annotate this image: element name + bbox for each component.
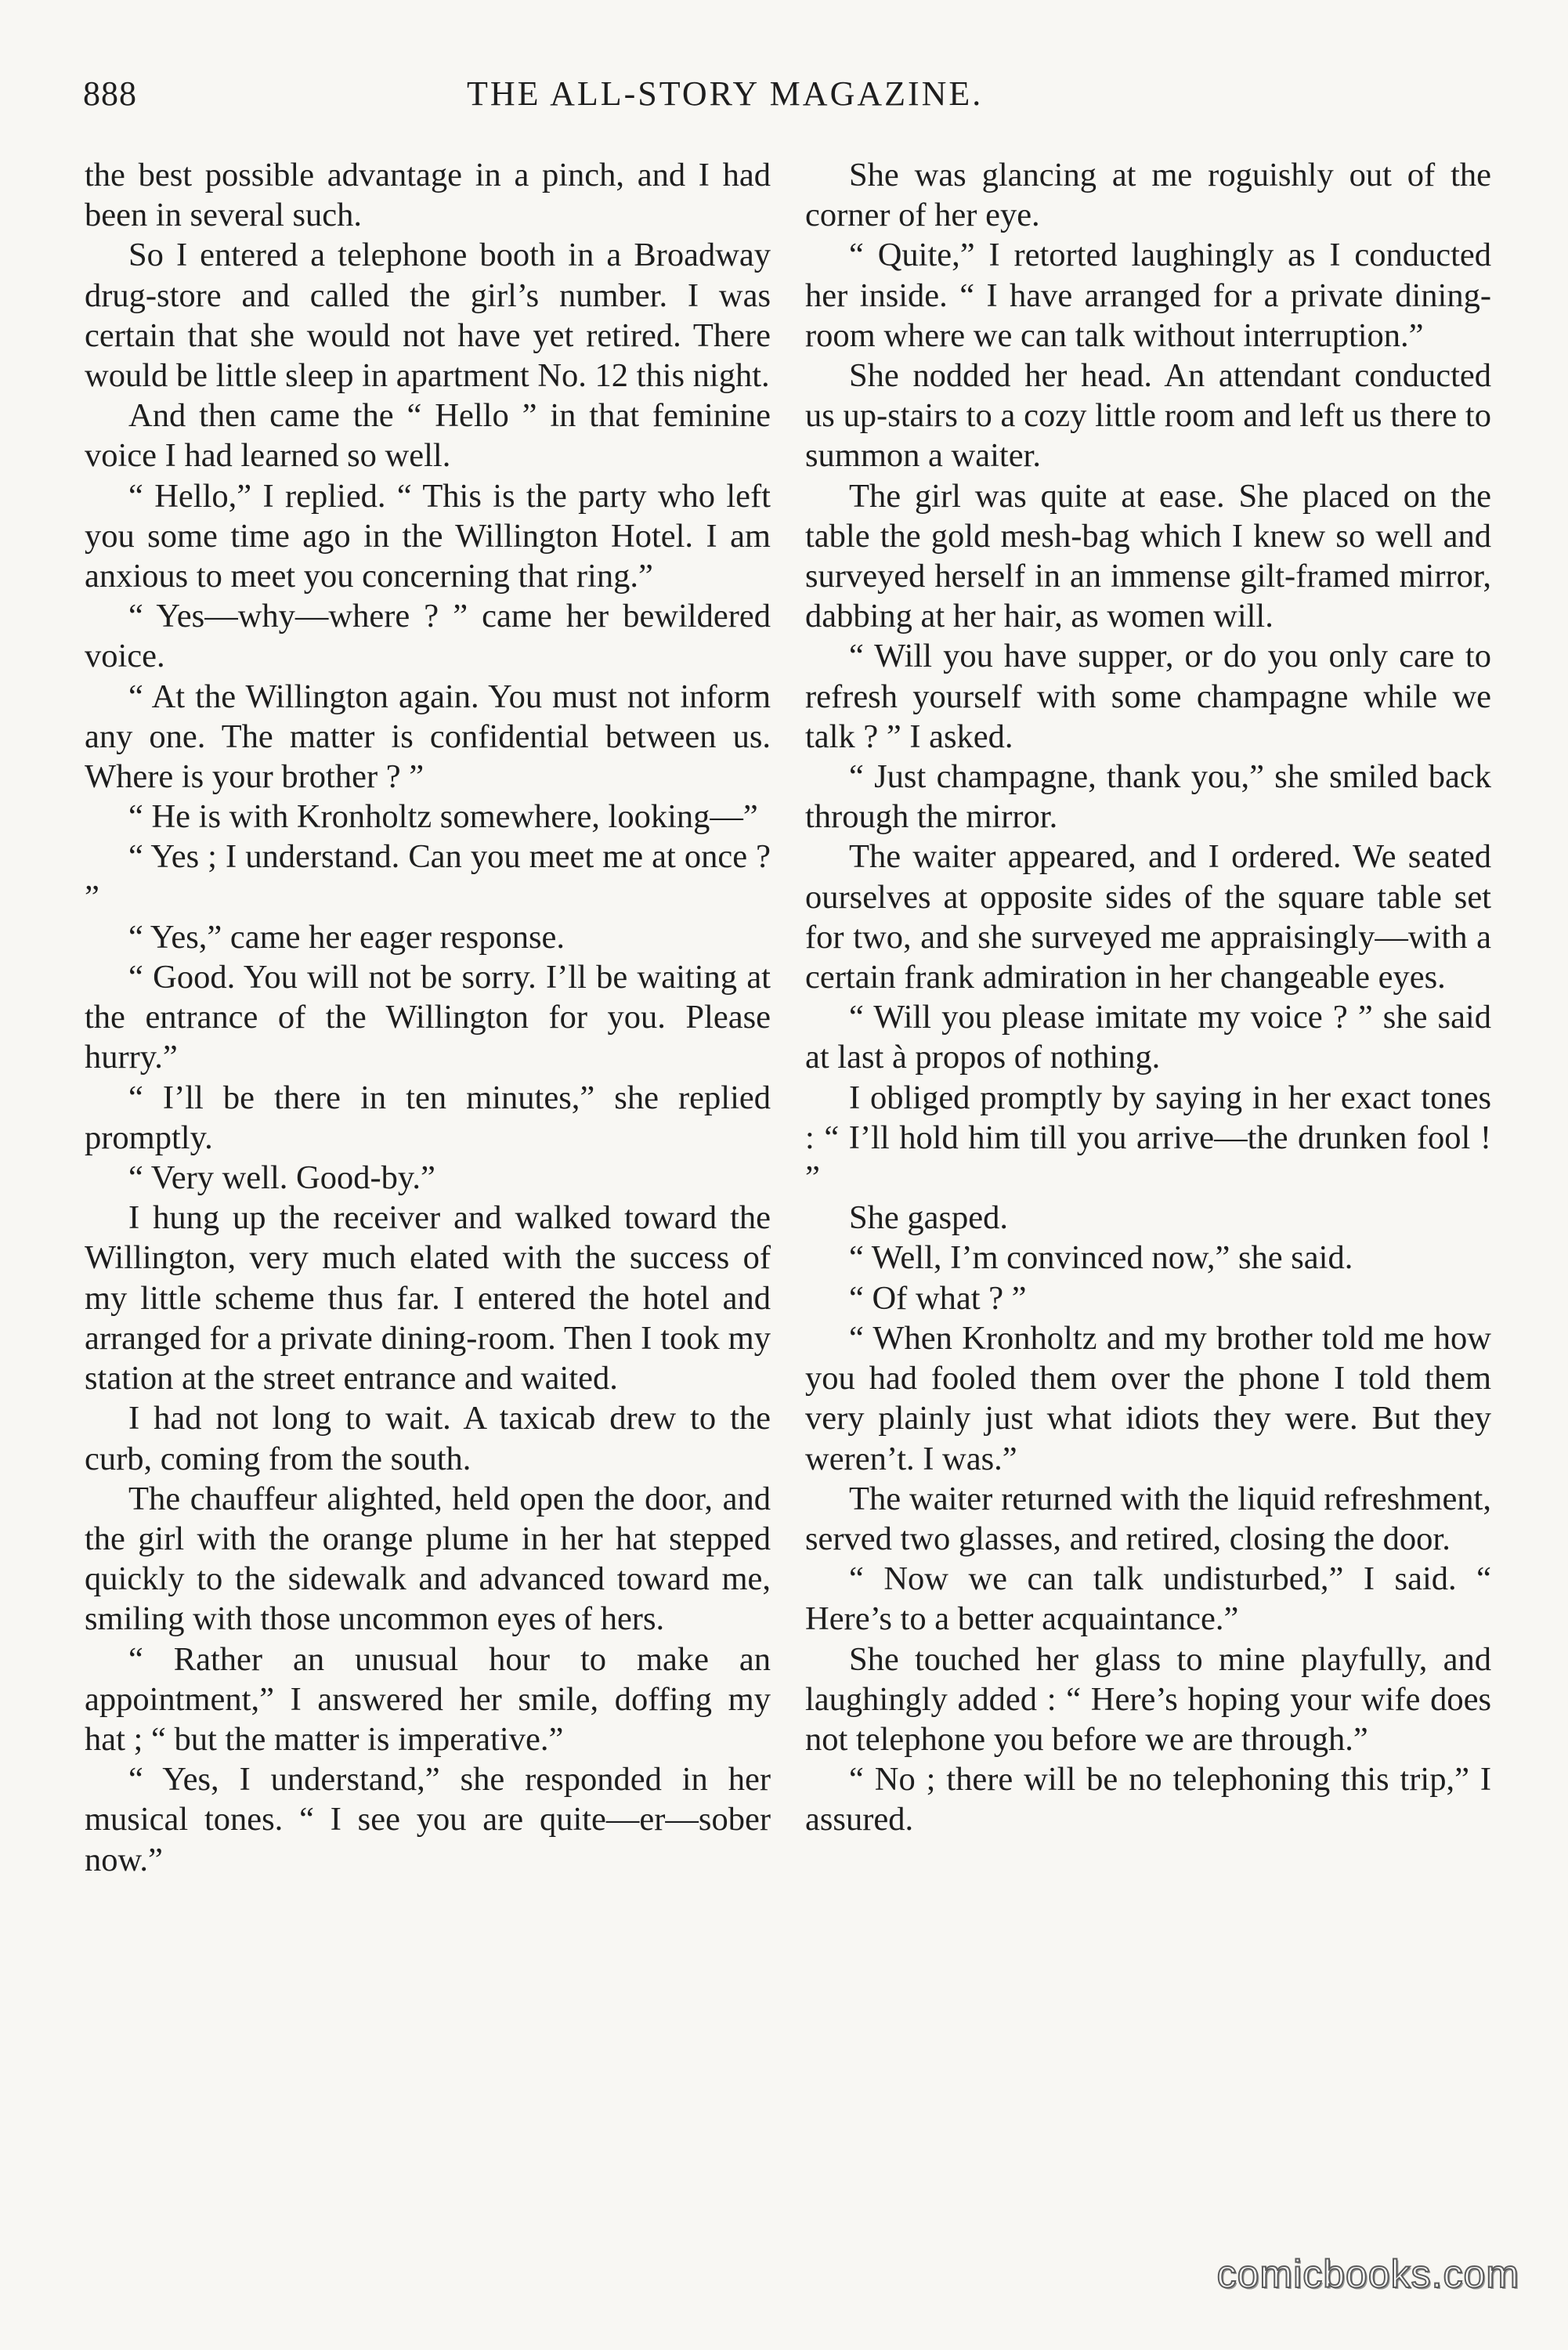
paragraph: “ Very well. Good-by.” bbox=[128, 1159, 435, 1197]
watermark-logo: comicbooks.com bbox=[1216, 2252, 1519, 2296]
paragraph: “ Good. You will not be sorry. I’ll be waiting at the entrance of the Willington for you. Please hurry.” bbox=[85, 959, 771, 1076]
paragraph: “ Yes—why—where ? ” came her bewildered voice. bbox=[85, 598, 771, 675]
paragraph: “ Well, I’m convinced now,” she said. bbox=[849, 1239, 1353, 1277]
running-title: THE ALL-STORY MAGAZINE. bbox=[467, 74, 984, 113]
paragraph: I obliged promptly by saying in her exact tones : “ I’ll hold him till you arrive—the drunken fool ! ” bbox=[805, 1079, 1491, 1197]
paragraph: And then came the “ Hello ” in that feminine voice I had learned so well. bbox=[85, 397, 771, 475]
page-header bbox=[75, 74, 1485, 121]
paragraph: the best possible advantage in a pinch, and I had been in several such. bbox=[85, 157, 771, 234]
paragraph: The waiter appeared, and I ordered. We seated ourselves at opposite sides of the square table set for two, and she surveyed me appraisingly—with a certain frank admiration in her changeable eyes. bbox=[805, 838, 1491, 996]
left-column bbox=[85, 155, 771, 1880]
paragraph: “ No ; there will be no telephoning this trip,” I assured. bbox=[805, 1761, 1491, 1838]
paragraph: “ He is with Kronholtz somewhere, looking—” bbox=[128, 798, 758, 836]
paragraph: “ Yes,” came her eager response. bbox=[128, 918, 565, 956]
paragraph: The waiter returned with the liquid refreshment, served two glasses, and retired, closing the door. bbox=[805, 1480, 1491, 1557]
paragraph: “ Quite,” I retorted laughingly as I conducted her inside. “ I have arranged for a private dining-room where we can talk without interruption.” bbox=[805, 237, 1491, 354]
paragraph: She nodded her head. An attendant conducted us up-stairs to a cozy little room and left us there to summon a waiter. bbox=[805, 357, 1491, 475]
paragraph: “ Yes ; I understand. Can you meet me at once ? ” bbox=[85, 838, 771, 916]
paragraph: I hung up the receiver and walked toward the Willington, very much elated with the success of my little scheme thus far. I entered the hotel and arranged for a private dining-room. Then I took my station at the street entrance and waited. bbox=[85, 1199, 771, 1397]
paragraph: The chauffeur alighted, held open the door, and the girl with the orange plume in her hat stepped quickly to the sidewalk and advanced toward me, smiling with those uncommon eyes of hers. bbox=[85, 1480, 771, 1638]
page-number: 888 bbox=[83, 74, 137, 113]
paragraph: “ At the Willington again. You must not inform any one. The matter is confidential between us. Where is your brother ? ” bbox=[85, 678, 771, 796]
paragraph: So I entered a telephone booth in a Broadway drug-store and called the girl’s number. I was certain that she would not have yet retired. There would be little sleep in apartment No. 12 this night. bbox=[85, 237, 771, 395]
paragraph: “ Yes, I understand,” she responded in her musical tones. “ I see you are quite—er—sober now.” bbox=[85, 1761, 771, 1878]
paragraph: “ Of what ? ” bbox=[849, 1279, 1027, 1317]
paragraph: “ When Kronholtz and my brother told me how you had fooled them over the phone I told them very plainly just what idiots they were. But they weren’t. I was.” bbox=[805, 1319, 1491, 1477]
paragraph: “ Will you have supper, or do you only care to refresh yourself with some champagne while we talk ? ” I asked. bbox=[805, 638, 1491, 755]
paragraph: She touched her glass to mine playfully, and laughingly added : “ Here’s hoping your wife does not telephone you before we are through.” bbox=[805, 1640, 1491, 1758]
paragraph: “ Now we can talk undisturbed,” I said. “ Here’s to a better acquaintance.” bbox=[805, 1560, 1491, 1638]
paragraph: “ Will you please imitate my voice ? ” she said at last à propos of nothing. bbox=[805, 999, 1491, 1076]
paragraph: “ Hello,” I replied. “ This is the party who left you some time ago in the Willington Hotel. I am anxious to meet you concerning that ring.” bbox=[85, 477, 771, 595]
paragraph: “ I’ll be there in ten minutes,” she replied promptly. bbox=[85, 1079, 771, 1156]
paragraph: I had not long to wait. A taxicab drew to the curb, coming from the south. bbox=[85, 1400, 771, 1477]
paragraph: “ Rather an unusual hour to make an appointment,” I answered her smile, doffing my hat ; “ but the matter is imperative.” bbox=[85, 1640, 771, 1758]
right-column bbox=[805, 155, 1491, 1840]
paragraph: She gasped. bbox=[849, 1199, 1009, 1237]
paragraph: The girl was quite at ease. She placed on the table the gold mesh-bag which I knew so well and surveyed herself in an immense gilt-framed mirror, dabbing at her hair, as women will. bbox=[805, 477, 1491, 635]
paragraph: “ Just champagne, thank you,” she smiled back through the mirror. bbox=[805, 758, 1491, 836]
paragraph: She was glancing at me roguishly out of the corner of her eye. bbox=[805, 157, 1491, 234]
